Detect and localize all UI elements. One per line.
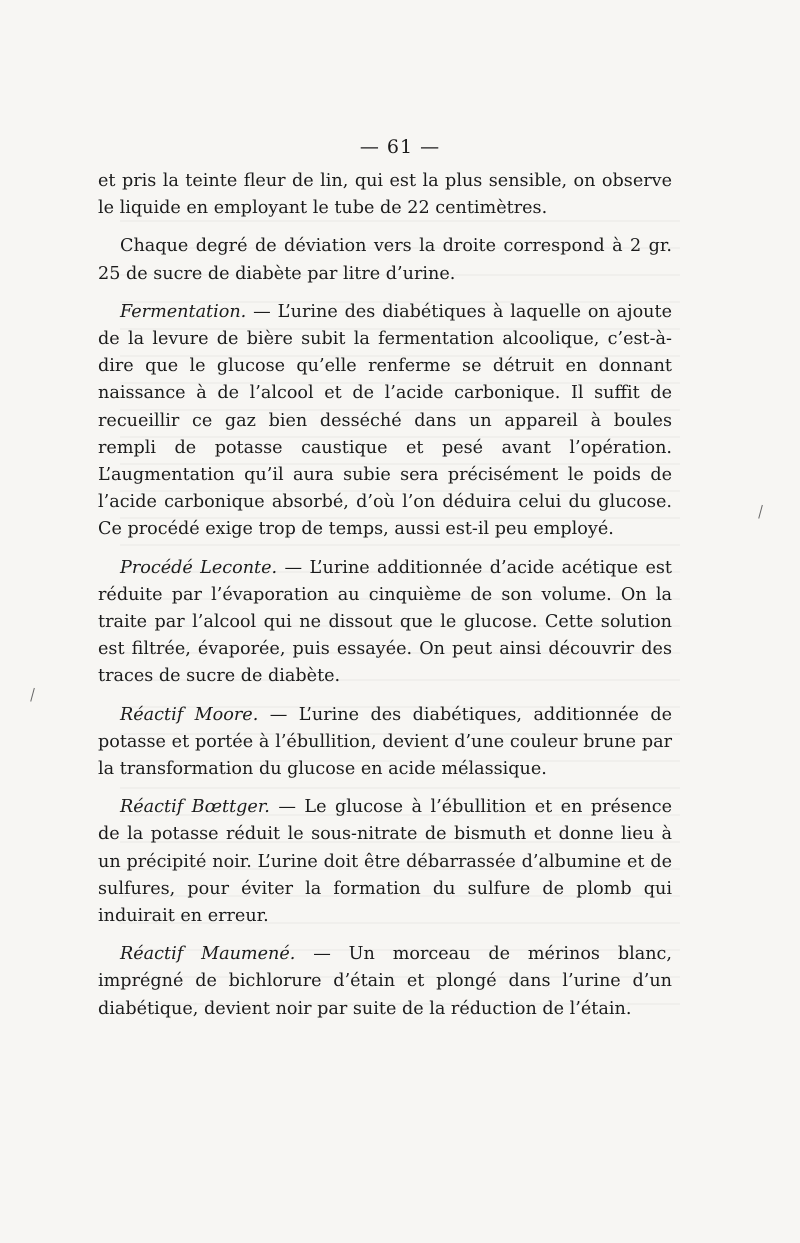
body-text — [98, 168, 672, 1034]
paragraph-2 — [98, 233, 672, 287]
paragraph-text: — L’urine des diabétiques à laquelle on ajoute de la levure de bière subit la fermentation alcoolique, c’est-à-dire que le glucose qu’elle renferme se détruit en donnant naissance à de l’alcool et de l’acide carbonique. Il suffit de recueillir ce gaz bien desséché dans un appareil à boules rempli de potasse caustique et pesé avant l’opération. L’augmentation qu’il aura subie sera précisément le poids de l’acide carbonique absorbé, d’où l’on déduira celui du glucose. Ce procédé exige trop de temps, aussi est-il peu employé. — [98, 301, 672, 540]
page-number: — 61 — — [359, 136, 441, 158]
paragraph-heading: Fermentation. — [120, 301, 247, 322]
paragraph-heading: Réactif Bœttger. — [120, 797, 270, 818]
paragraph-heading: Procédé Leconte. — [120, 557, 278, 578]
paragraph-text: — Un morceau de mérinos blanc, imprégné de bichlorure d’étain et plongé dans l’urine d’un diabétique, devient noir par suite de la réduction de l’étain. — [98, 944, 672, 1019]
paragraph-2-text: Chaque degré de déviation vers la droite correspond à 2 gr. 25 de sucre de diabète par litre d’urine. — [98, 236, 672, 284]
paragraph-text: — L’urine des diabétiques, additionnée de potasse et portée à l’ébullition, devient d’une couleur brune par la transformation du glucose en acide mélassique. — [98, 704, 672, 780]
paragraph-text: — Le glucose à l’ébullition et en présence de la potasse réduit le sous-nitrate de bismuth et donne lieu à un précipité noir. L’urine doit être débarrassée d’albumine et de sulfures, pour éviter la formation du sulfure de plomb qui induirait en erreur. — [98, 797, 672, 927]
paragraph-reactif-boettger — [98, 794, 672, 930]
paragraph-procede-leconte — [98, 555, 672, 691]
paragraph-1-text: et pris la teinte fleur de lin, qui est la plus sensible, on observe le liquide en employant le tube de 22 centimètres. — [98, 171, 672, 219]
paragraph-1 — [98, 168, 672, 222]
paragraph-heading: Réactif Maumené. — [120, 944, 296, 965]
paragraph-text: — L’urine additionnée d’acide acétique est réduite par l’évaporation au cinquième de son volume. On la traite par l’alcool qui ne dissout que le glucose. Cette solution est filtrée, évaporée, puis essayée. On peut ainsi découvrir des traces de sucre de diabète. — [98, 557, 672, 687]
margin-mark-right — [758, 505, 765, 519]
paragraph-heading: Réactif Moore. — [120, 704, 259, 725]
paragraph-reactif-moore — [98, 702, 672, 784]
paragraph-fermentation — [98, 299, 672, 544]
paragraph-reactif-maumene — [98, 941, 672, 1023]
margin-mark-left — [30, 688, 37, 702]
